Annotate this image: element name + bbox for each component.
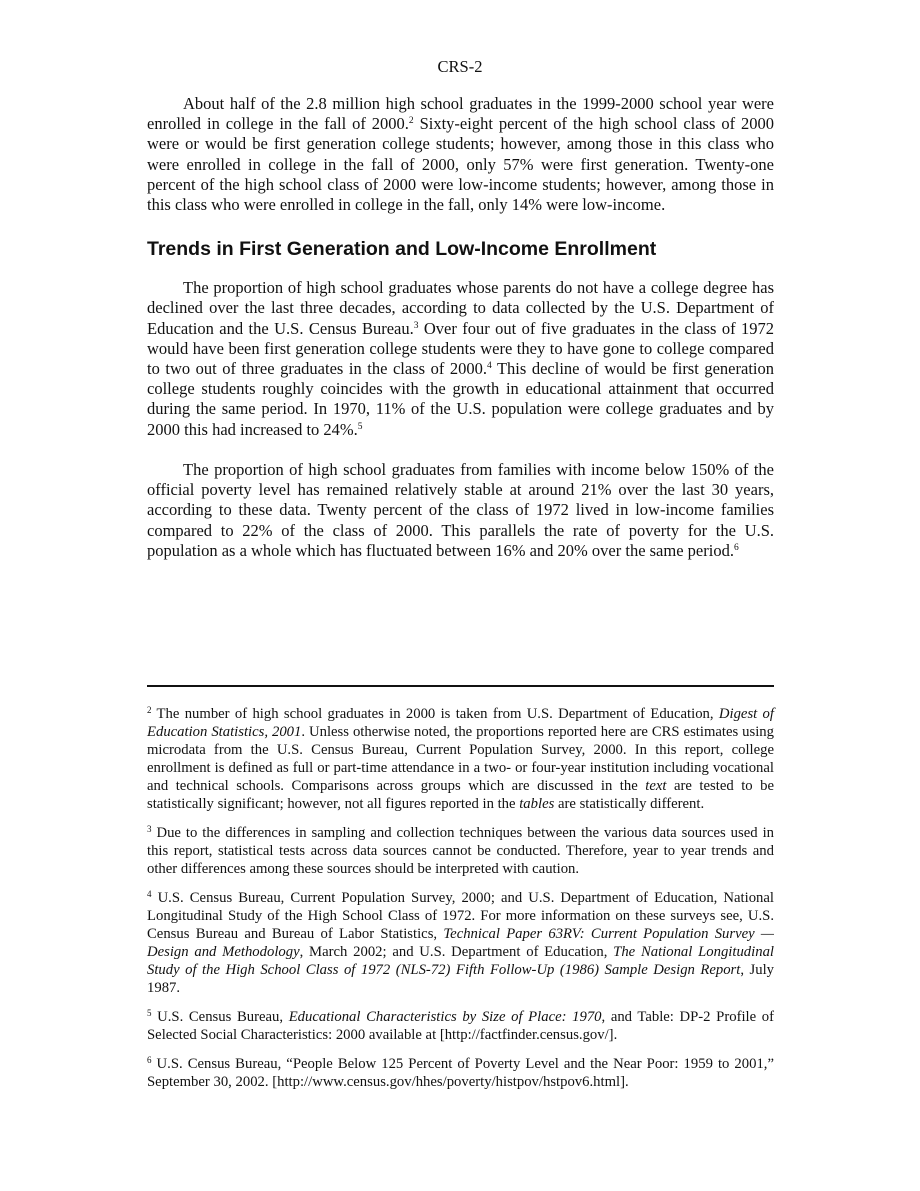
footnote-ref-2[interactable]: 2 [408, 116, 414, 127]
footnote-ref-5[interactable]: 5 [357, 421, 363, 432]
footnote-divider [147, 685, 774, 687]
footnote-5: $^5$ U.S. Census Bureau, Educational Characteristics by Size of Place: 1970, and Table: DP-2 Profile of Selected Social Characteristics: 2000 available at [http://factfinder.census.gov/]. [147, 1008, 775, 1043]
section-heading: Trends in First Generation and Low-Income Enrollment [147, 238, 657, 261]
footnote-4: $^4$ U.S. Census Bureau, Current Population Survey, 2000; and U.S. Department of Education, National Longitudinal Study of the High School Class of 1972. For more information on these surveys see, U.S. Census Bureau and Bureau of Labor Statistics, Technical Paper 63RV: Current Population Survey — Design and Methodology, March 2002; and U.S. Department of Education, The National Longitudinal Study of the High School Class of 1972 (NLS-72) Fifth Follow-Up (1986) Sample Design Report, July 1987. [147, 889, 775, 996]
main-body [147, 94, 774, 561]
footnote-ref-3[interactable]: 3 [413, 320, 419, 331]
paragraph-low-income: The proportion of high school graduates from families with income below 150% of the official poverty level has remained relatively stable at around 21% over the last 30 years, according to these data. Twenty percent of the class of 1972 lived in low-income families compared to 22% of the class of 2000. This parallels the rate of poverty for the U.S. population as a whole which has fluctuated between 16% and 20% over the same period.$^6$ [147, 460, 774, 560]
page-header: CRS-2 [437, 57, 483, 76]
footnote-ref-6[interactable]: 6 [733, 542, 739, 553]
footnote-ref-4[interactable]: 4 [486, 361, 492, 372]
paragraph-enrollment: About half of the 2.8 million high school graduates in the 1999-2000 school year were enrolled in college in the fall of 2000.$^2$ Sixty-eight percent of the high school class of 2000 were or would be first generation college students; however, among those in this class who were enrolled in college in the fall of 2000, only 57% were first generation. Twenty-one percent of the high school class of 2000 were low-income students; however, among those in this class who were enrolled in college in the fall, only 14% were low-income. [147, 94, 775, 215]
footnote-6: $^6$ U.S. Census Bureau, “People Below 125 Percent of Poverty Level and the Near Poor: 1959 to 2001,” September 30, 2002. [http://www.census.gov/hhes/poverty/histpov/hstpov6.html]. [147, 1055, 774, 1090]
footnotes-section [147, 705, 774, 1102]
footnote-2: $^2$ The number of high school graduates in 2000 is taken from U.S. Department of Education, Digest of Education Statistics, 2001. Unless otherwise noted, the proportions reported here are CRS estimates using microdata from the U.S. Census Bureau, Current Population Survey, 2000. In this report, college enrollment is defined as full or part-time attendance in a two- or four-year institution including vocational and technical schools. Comparisons across groups which are discussed in the text are tested to be statistically significant; however, not all figures reported in the tables are statistically different. [147, 705, 774, 812]
footnote-3: $^3$ Due to the differences in sampling and collection techniques between the various data sources used in this report, statistical tests across data sources cannot be conducted. Therefore, year to year trends and other differences among these sources should be interpreted with caution. [147, 824, 774, 877]
paragraph-first-generation: The proportion of high school graduates whose parents do not have a college degree has declined over the last three decades, according to data collected by the U.S. Department of Education and the U.S. Census Bureau.$^3$ Over four out of five graduates in the class of 1972 would have been first generation college students were they to have gone to college compared to two out of three graduates in the class of 2000.$^4$ This decline of would be first generation college students roughly coincides with the growth in educational attainment that occurred during the same period. In 1970, 11% of the U.S. population were college graduates and by 2000 this had increased to 24%.$^5$ [147, 278, 774, 439]
